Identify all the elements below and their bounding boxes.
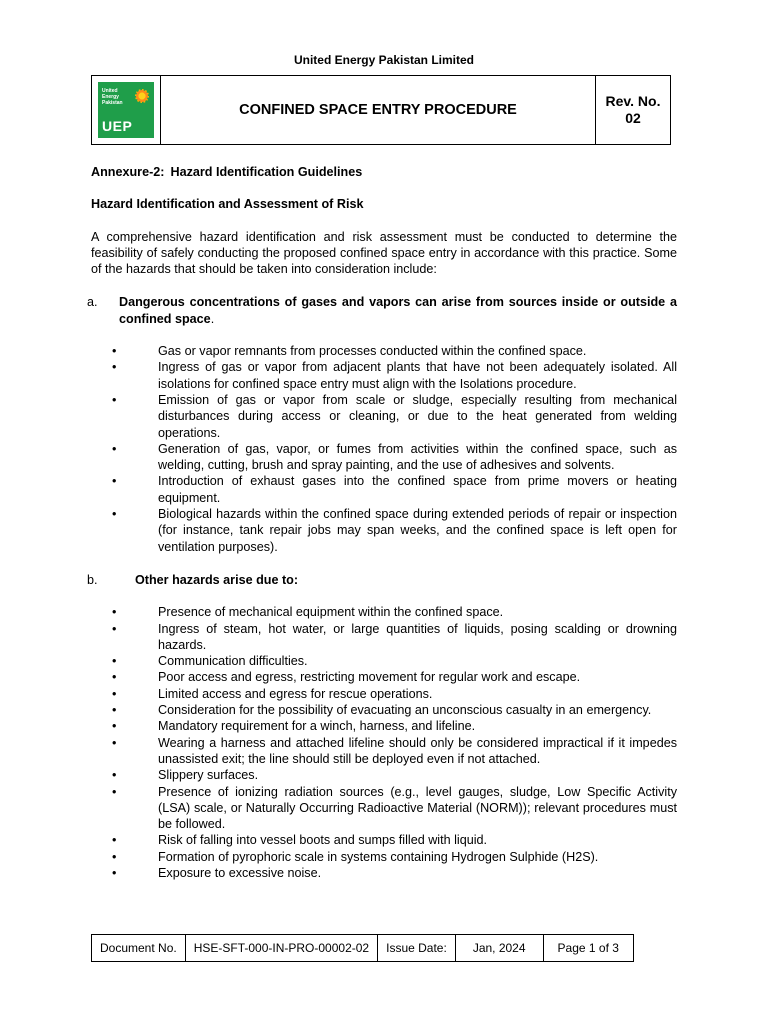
bullet-icon: •	[112, 719, 117, 734]
hazard-text: Communication difficulties.	[158, 654, 308, 669]
hazard-item	[91, 604, 677, 620]
logo-wordmark	[102, 88, 123, 106]
doc-number-label: Document No.	[92, 935, 186, 962]
section-a-title-text: Dangerous concentrations of gases and vapors can arise from sources inside or outside a confined space	[119, 295, 677, 326]
hazard-item	[91, 653, 677, 669]
hazard-text: Risk of falling into vessel boots and sumps filled with liquid.	[158, 833, 487, 848]
bullet-icon: •	[112, 703, 117, 718]
hazard-item	[91, 392, 677, 441]
hazard-item	[91, 473, 677, 506]
sun-icon	[135, 89, 149, 103]
hazard-item	[91, 718, 677, 734]
hazard-text: Presence of mechanical equipment within the confined space.	[158, 605, 504, 620]
bullet-icon: •	[112, 654, 117, 669]
bullet-icon: •	[112, 768, 117, 783]
hazard-item	[91, 832, 677, 848]
bullet-icon: •	[112, 441, 117, 456]
hazard-text: Mandatory requirement for a winch, harness, and lifeline.	[158, 719, 476, 734]
section-a-title	[119, 294, 677, 327]
hazard-item	[91, 735, 677, 768]
section-letter: b.	[87, 572, 98, 587]
section-a-list	[91, 343, 677, 555]
hazard-item	[91, 865, 677, 881]
hazard-text: Consideration for the possibility of evacuating an unconscious casualty in an emergency.	[158, 703, 652, 718]
bullet-icon: •	[112, 605, 117, 620]
hazard-item	[91, 686, 677, 702]
company-name: United Energy Pakistan Limited	[293, 53, 475, 67]
hazard-item	[91, 506, 677, 555]
hazard-item	[91, 343, 677, 359]
hazard-text: Formation of pyrophoric scale in systems containing Hydrogen Sulphide (H2S).	[158, 849, 599, 864]
rev-label: Rev. No.	[605, 93, 661, 109]
hazard-item	[91, 359, 677, 392]
hazard-item	[91, 702, 677, 718]
logo-line: United	[102, 88, 118, 94]
annexure-heading	[91, 164, 677, 180]
hazard-item	[91, 849, 677, 865]
hazard-item	[91, 784, 677, 833]
bullet-icon: •	[112, 670, 117, 685]
bullet-icon: •	[112, 735, 117, 750]
bullet-icon: •	[112, 392, 117, 407]
hazard-text: Exposure to excessive noise.	[158, 865, 322, 880]
hazard-text: Slippery surfaces.	[158, 768, 259, 783]
section-a-title-end: .	[210, 311, 215, 326]
hazard-text: Introduction of exhaust gases into the confined space from prime movers or heating equipment.	[158, 474, 677, 505]
issue-date-label: Issue Date:	[378, 935, 456, 962]
bullet-icon: •	[112, 360, 117, 375]
section-a	[87, 294, 677, 327]
hazard-text: Wearing a harness and attached lifeline should only be considered impractical if it impedes unassisted exit; the line should still be deployed even if not attached.	[158, 735, 677, 766]
uep-logo	[98, 82, 154, 138]
bullet-icon: •	[112, 784, 117, 799]
bullet-icon: •	[112, 507, 117, 522]
logo-line: Energy	[102, 94, 119, 100]
logo-line: Pakistan	[102, 100, 123, 106]
hazard-item	[91, 441, 677, 474]
hazard-text: Biological hazards within the confined space during extended periods of repair or inspection (for instance, tank repair jobs may span weeks, and the confined space is left open for ventilation purposes).	[158, 507, 677, 554]
hazard-text: Gas or vapor remnants from processes conducted within the confined space.	[158, 344, 587, 359]
document-title: CONFINED SPACE ENTRY PROCEDURE	[161, 76, 596, 145]
hazard-text: Presence of ionizing radiation sources (e.g., level gauges, sludge, Low Specific Activity (LSA) scale, or Naturally Occurring Radioactive Material (NORM)); relevant procedures must be followed.	[158, 784, 677, 832]
hazard-text: Emission of gas or vapor from scale or sludge, especially resulting from mechanical disturbances during access or cleaning, or due to the heat generated from welding operations.	[158, 392, 677, 440]
bullet-icon: •	[112, 865, 117, 880]
section-b-title: Other hazards arise due to:	[135, 572, 299, 587]
issue-date-value: Jan, 2024	[455, 935, 543, 962]
hazard-item	[91, 621, 677, 654]
hazard-text: Ingress of steam, hot water, or large quantities of liquids, posing scalding or drowning hazards.	[158, 621, 677, 652]
annexure-label: Annexure-2:	[91, 165, 165, 179]
section-letter: a.	[87, 295, 98, 310]
hazard-text: Limited access and egress for rescue operations.	[158, 686, 433, 701]
bullet-icon: •	[112, 621, 117, 636]
intro-paragraph: A comprehensive hazard identification and risk assessment must be conducted to determine the feasibility of safely conducting the proposed confined space entry in accordance with this practice. Some of the hazards that should be taken into consideration include:	[91, 229, 677, 277]
logo-cell	[92, 76, 161, 145]
hazard-item	[91, 767, 677, 783]
document-footer	[91, 934, 634, 962]
hazard-item	[91, 669, 677, 685]
bullet-icon: •	[112, 833, 117, 848]
bullet-icon: •	[112, 849, 117, 864]
section-b-list	[91, 604, 677, 881]
document-header	[91, 75, 671, 145]
hazard-text: Poor access and egress, restricting movement for regular work and escape.	[158, 670, 581, 685]
hazard-text: Generation of gas, vapor, or fumes from activities within the confined space, such as welding, cutting, brush and spray painting, and the use of adhesives and solvents.	[158, 441, 677, 473]
revision-cell	[596, 76, 671, 145]
logo-abbr: UEP	[102, 118, 133, 134]
page-number: Page 1 of 3	[543, 935, 633, 962]
section-heading: Hazard Identification and Assessment of Risk	[91, 197, 364, 212]
bullet-icon: •	[112, 474, 117, 489]
bullet-icon: •	[112, 686, 117, 701]
rev-value: 02	[625, 110, 641, 126]
doc-number-value: HSE-SFT-000-IN-PRO-00002-02	[185, 935, 377, 962]
section-b	[87, 572, 677, 588]
annexure-title: Hazard Identification Guidelines	[170, 165, 363, 179]
document-body	[87, 164, 677, 881]
hazard-text: Ingress of gas or vapor from adjacent plants that have not been adequately isolated. All isolations for confined space entry must align with the Isolations procedure.	[158, 360, 677, 391]
bullet-icon: •	[112, 344, 117, 359]
